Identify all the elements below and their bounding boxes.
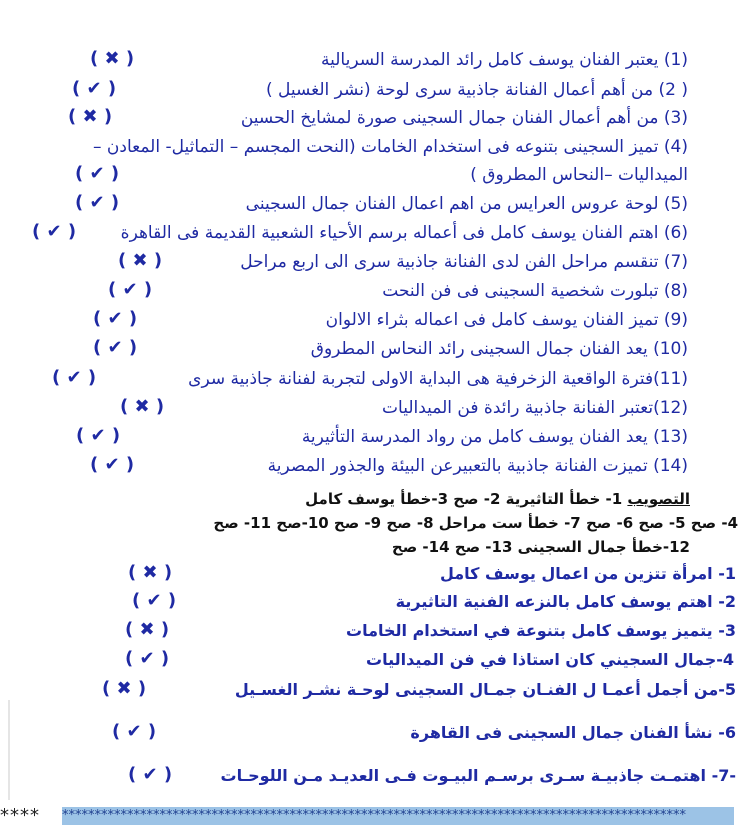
mark-2: ( ✔ ) xyxy=(72,78,117,99)
mark-10: ( ✔ ) xyxy=(93,337,138,358)
mark-7: ( ✖ ) xyxy=(118,250,163,271)
page-edge-divider xyxy=(8,700,10,800)
part2-mark-6: ( ✔ ) xyxy=(112,721,157,742)
mark-12: ( ✖ ) xyxy=(120,396,165,417)
part2-mark-7: ( ✔ ) xyxy=(128,764,173,785)
answer-key-line-1 xyxy=(305,489,690,509)
mark-14: ( ✔ ) xyxy=(90,454,135,475)
part2-mark-2: ( ✔ ) xyxy=(132,590,177,611)
statement-10: (10) يعد الفنان جمال السجينى رائد النحاس المطروق xyxy=(310,339,688,359)
mark-3: ( ✖ ) xyxy=(68,106,113,127)
part2-statement-7: -7- اهتمـت جاذبيـة سـرى برسـم البيـوت فـى العديـد مـن اللوحـات xyxy=(220,766,736,785)
mark-13: ( ✔ ) xyxy=(76,425,121,446)
part2-statement-3: 3- يتميز يوسف كامل بتنوعة في استخدام الخامات xyxy=(345,621,736,640)
statement-9: (9) تميز الفنان يوسف كامل فى اعماله بثراء الالوان xyxy=(325,310,688,330)
star-border-bar: ************************************************************************************************ xyxy=(62,807,734,825)
mark-9: ( ✔ ) xyxy=(93,308,138,329)
star-border-left: **** xyxy=(0,805,40,826)
mark-1: ( ✖ ) xyxy=(90,48,135,69)
statement-8: (8) تبلورت شخصية السجينى فى فن النحت xyxy=(382,281,688,301)
statement-3: (3) من أهم أعمال الفنان جمال السجينى صورة لمشايخ الحسين xyxy=(240,108,688,128)
answer-key-label: التصويب xyxy=(627,490,690,508)
statement-7: (7) تنقسم مراحل الفن لدى الفنانة جاذبية سرى الى اربع مراحل xyxy=(240,252,688,272)
part2-mark-5: ( ✖ ) xyxy=(102,678,147,699)
statement-1: (1) يعتبر الفنان يوسف كامل رائد المدرسة السريالية xyxy=(321,50,688,70)
star-border xyxy=(0,805,750,827)
statement-6: (6) اهتم الفنان يوسف كامل فى أعماله برسم الأحياء الشعبية القديمة فى القاهرة xyxy=(120,223,688,243)
statement-2: ( 2) من أهم أعمال الفنانة جاذبية سرى لوحة (نشر الغسيل ) xyxy=(265,80,688,100)
mark-11: ( ✔ ) xyxy=(52,367,97,388)
statement-5: (5) لوحة عروس العرايس من اهم اعمال الفنان جمال السجينى xyxy=(245,194,688,214)
answer-key-text-1: 1- خطأ التاثيرية 2- صح 3-خطأ يوسف كامل xyxy=(305,490,623,508)
mark-5: ( ✔ ) xyxy=(75,192,120,213)
statement-13: (13) يعد الفنان يوسف كامل من رواد المدرسة التأثيرية xyxy=(301,427,688,447)
statement-12: (12)تعتبر الفنانة جاذبية رائدة فن الميداليات xyxy=(382,398,688,418)
part2-statement-4: 4-جمال السجيني كان استاذا في فن الميداليات xyxy=(366,650,734,669)
answer-key-line-3: 12-خطأ جمال السجينى 13- صح 14- صح xyxy=(391,538,690,556)
answer-key-line-2: 4- صح 5- صح 6- صح 7- خطأ ست مراحل 8- صح 9- صح 10-صح 11- صح xyxy=(213,514,738,532)
part2-mark-3: ( ✖ ) xyxy=(125,619,170,640)
part2-statement-5: 5-من أجمل أعمـا ل الفنـان جمـال السجينى لوحـة نشـر الغسـيل xyxy=(234,680,736,699)
statement-14: (14) تميزت الفنانة جاذبية بالتعبيرعن البيئة والجذور المصرية xyxy=(267,456,688,476)
statement-4: (4) تميز السجينى بتنوعه فى استخدام الخامات (النحت المجسم – التماثيل- المعادن – xyxy=(93,137,688,157)
statement-11: (11)فترة الواقعية الزخرفية هى البداية الاولى لتجربة لفنانة جاذبية سرى xyxy=(188,369,688,389)
part2-statement-6: 6- نشأ الفنان جمال السجينى فى القاهرة xyxy=(410,723,736,742)
statement-4-cont: الميداليات –النحاس المطروق ) xyxy=(470,165,688,185)
part2-mark-1: ( ✖ ) xyxy=(128,562,173,583)
part2-statement-1: 1- امرأة تتزين من اعمال يوسف كامل xyxy=(439,564,736,583)
mark-8: ( ✔ ) xyxy=(108,279,153,300)
mark-4: ( ✔ ) xyxy=(75,163,120,184)
mark-6: ( ✔ ) xyxy=(32,221,77,242)
part2-mark-4: ( ✔ ) xyxy=(125,648,170,669)
part2-statement-2: 2- اهتم يوسف كامل بالنزعه الفنية التاثيرية xyxy=(395,592,736,611)
